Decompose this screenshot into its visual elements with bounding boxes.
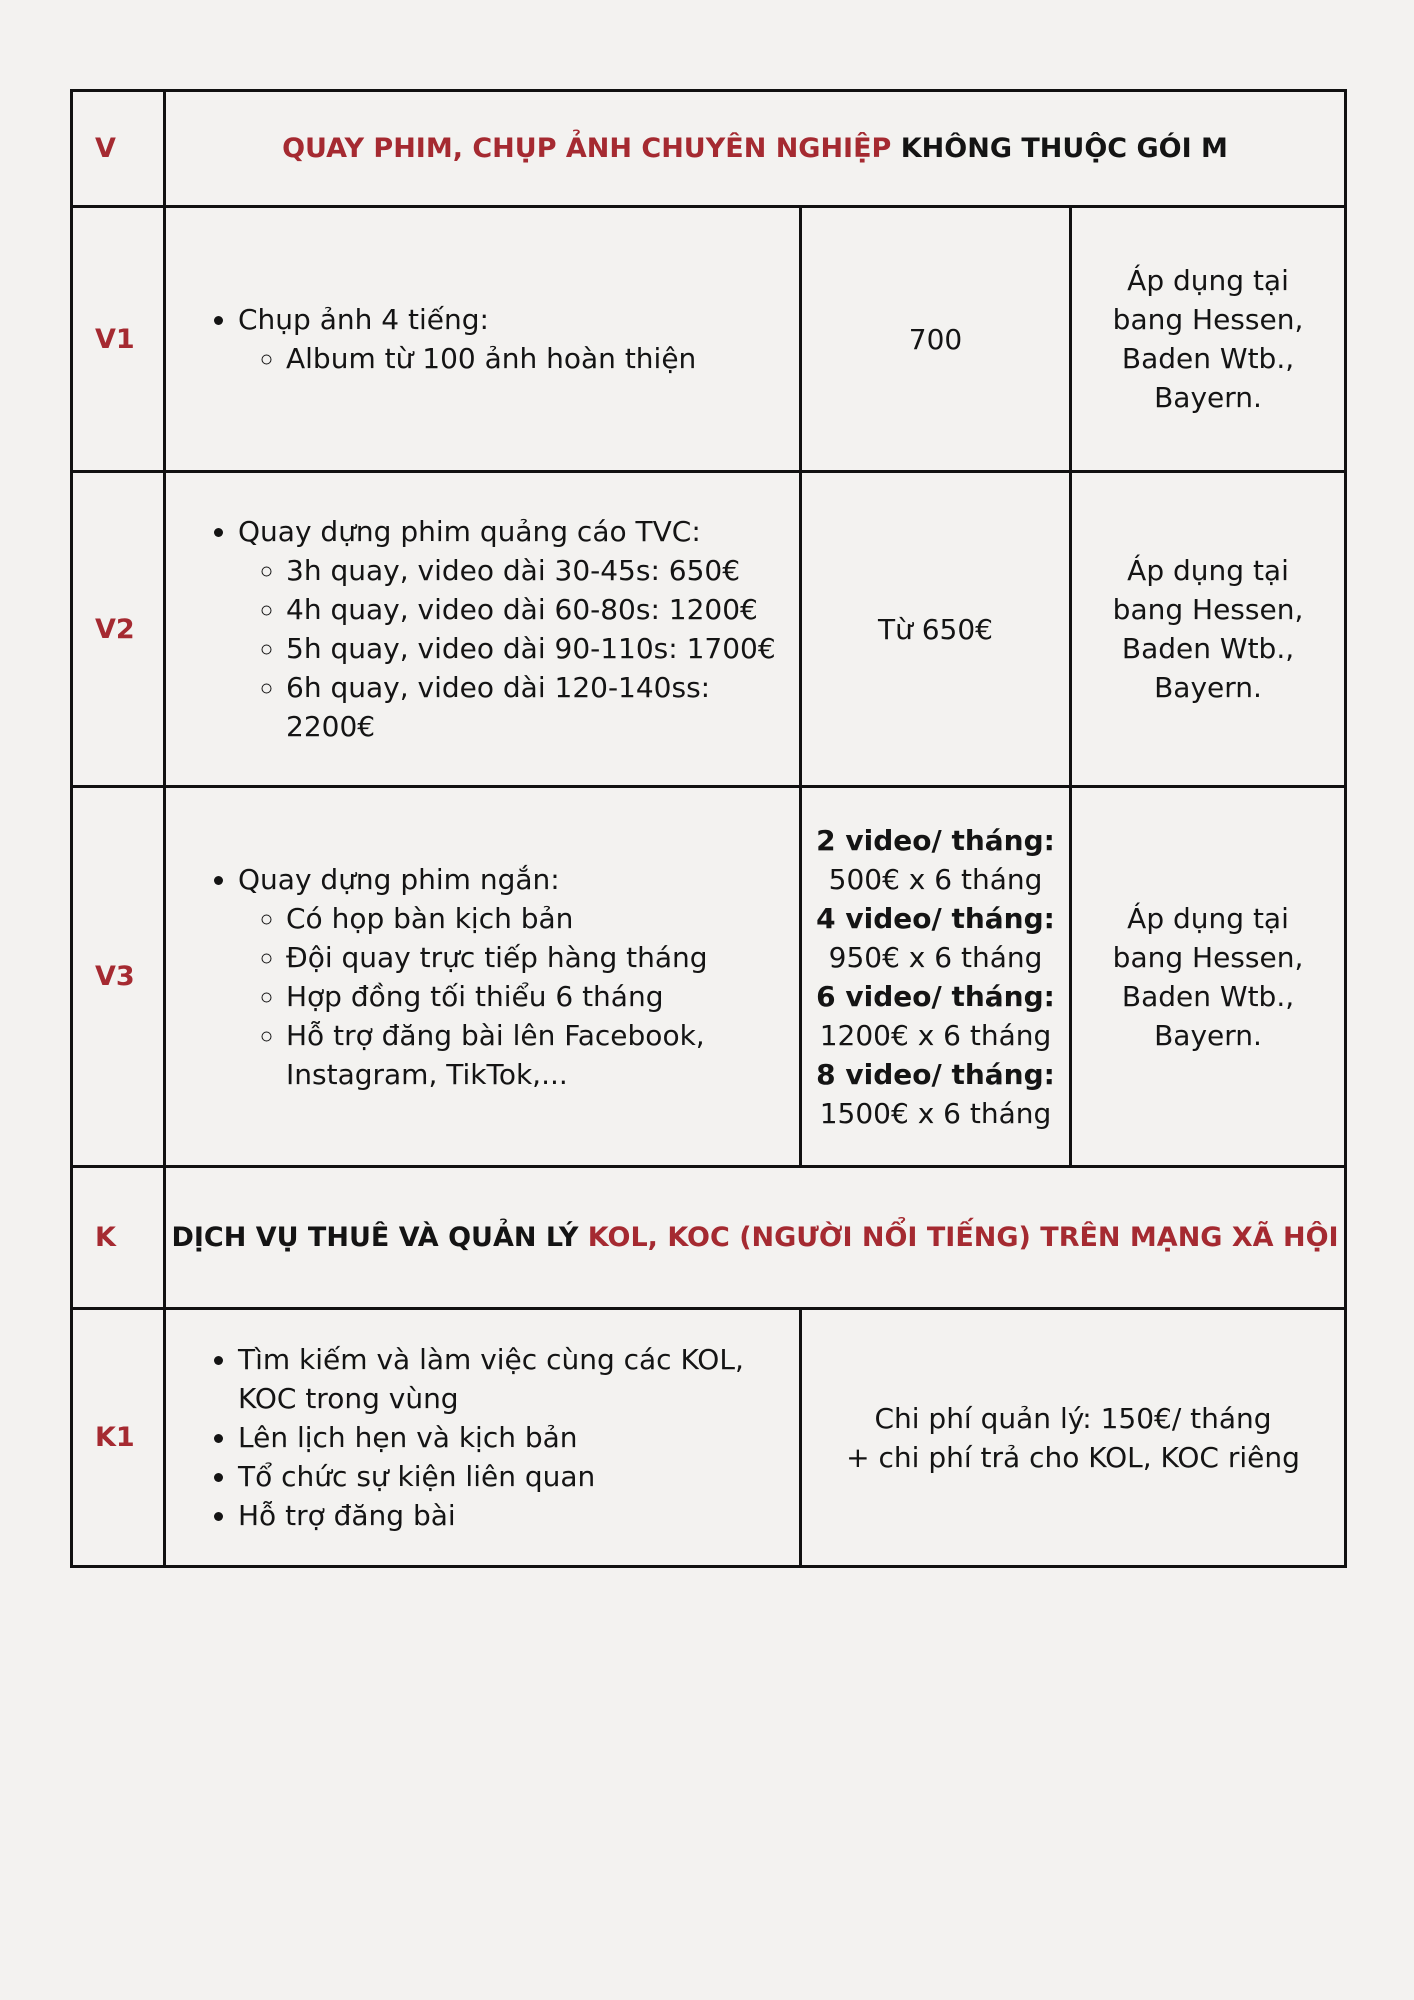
section-title [165,1167,1346,1309]
price-tier-value: 1500€ x 6 tháng [819,1096,1052,1130]
section-title-highlight: QUAY PHIM, CHỤP ẢNH CHUYÊN NGHIỆP [282,133,892,164]
row-code: V3 [72,787,165,1167]
list-item: • Tìm kiếm và làm việc cùng các KOL, KOC trong vùng [238,1340,783,1418]
list-item: • Tổ chức sự kiện liên quan [238,1457,783,1496]
price-tier-value: 1200€ x 6 tháng [819,1018,1052,1052]
row-code: V1 [72,207,165,472]
row-note: Áp dụng tại bang Hessen, Baden Wtb., Bayern. [1071,787,1346,1167]
price-tier-label: 8 video/ tháng: [816,1057,1055,1091]
list-item: • Chụp ảnh 4 tiếng: ◦ Album từ 100 ảnh hoàn thiện [238,300,783,378]
section-title [165,91,1346,207]
row-description [165,1309,801,1567]
sub-list-item: ◦ Hỗ trợ đăng bài lên Facebook, Instagram, TikTok,... [286,1016,783,1094]
row-note: Áp dụng tại bang Hessen, Baden Wtb., Bayern. [1071,207,1346,472]
sub-list-item: ◦ Album từ 100 ảnh hoàn thiện [286,339,783,378]
section-title-rest: DỊCH VỤ THUÊ VÀ QUẢN LÝ [171,1222,579,1253]
price-tier-value: 500€ x 6 tháng [828,862,1043,896]
section-header-k [72,1167,1346,1309]
sub-list-item: ◦ Hợp đồng tối thiểu 6 tháng [286,977,783,1016]
row-price [801,1309,1346,1567]
sub-list-item: ◦ 4h quay, video dài 60-80s: 1200€ [286,590,783,629]
sub-list-item: ◦ 5h quay, video dài 90-110s: 1700€ [286,629,783,668]
price-line: + chi phí trả cho KOL, KOC riêng [846,1440,1300,1474]
price-tier-label: 2 video/ tháng: [816,823,1055,857]
price-tier-label: 4 video/ tháng: [816,901,1055,935]
table-row-v2 [72,472,1346,787]
section-title-rest: KHÔNG THUỘC GÓI M [900,133,1228,164]
table-row-v1 [72,207,1346,472]
list-item: • Quay dựng phim quảng cáo TVC: ◦ 3h quay, video dài 30-45s: 650€ ◦ 4h quay, video dài 60-80s: 1200€ ◦ 5h quay, video dài 90-110s: 1700€ ◦ 6h quay, video dài 120-140ss: 2200€ [238,512,783,746]
sub-list-item: ◦ Có họp bàn kịch bản [286,899,783,938]
row-price: Từ 650€ [801,472,1071,787]
sub-list-item: ◦ Đội quay trực tiếp hàng tháng [286,938,783,977]
sub-list-item: ◦ 3h quay, video dài 30-45s: 650€ [286,551,783,590]
list-item: • Lên lịch hẹn và kịch bản [238,1418,783,1457]
price-tier-label: 6 video/ tháng: [816,979,1055,1013]
sub-list-item: ◦ 6h quay, video dài 120-140ss: 2200€ [286,668,783,746]
list-item: • Hỗ trợ đăng bài [238,1496,783,1535]
table-row-k1 [72,1309,1346,1567]
table-row-v3 [72,787,1346,1167]
row-description [165,787,801,1167]
section-code: V [72,91,165,207]
row-description [165,207,801,472]
price-line: Chi phí quản lý: 150€/ tháng [874,1401,1272,1435]
row-note: Áp dụng tại bang Hessen, Baden Wtb., Bayern. [1071,472,1346,787]
section-code: K [72,1167,165,1309]
row-description [165,472,801,787]
list-item: • Quay dựng phim ngắn: ◦ Có họp bàn kịch bản ◦ Đội quay trực tiếp hàng tháng ◦ Hợp đồng tối thiểu 6 tháng ◦ Hỗ trợ đăng bài lên Facebook, Instagram, TikTok,... [238,860,783,1094]
section-header-v [72,91,1346,207]
section-title-highlight: KOL, KOC (NGƯỜI NỔI TIẾNG) TRÊN MẠNG XÃ HỘI [587,1222,1339,1253]
row-price-tiers [801,787,1071,1167]
row-code: K1 [72,1309,165,1567]
price-tier-value: 950€ x 6 tháng [828,940,1043,974]
row-code: V2 [72,472,165,787]
row-price: 700 [801,207,1071,472]
pricing-table [70,89,1347,1568]
